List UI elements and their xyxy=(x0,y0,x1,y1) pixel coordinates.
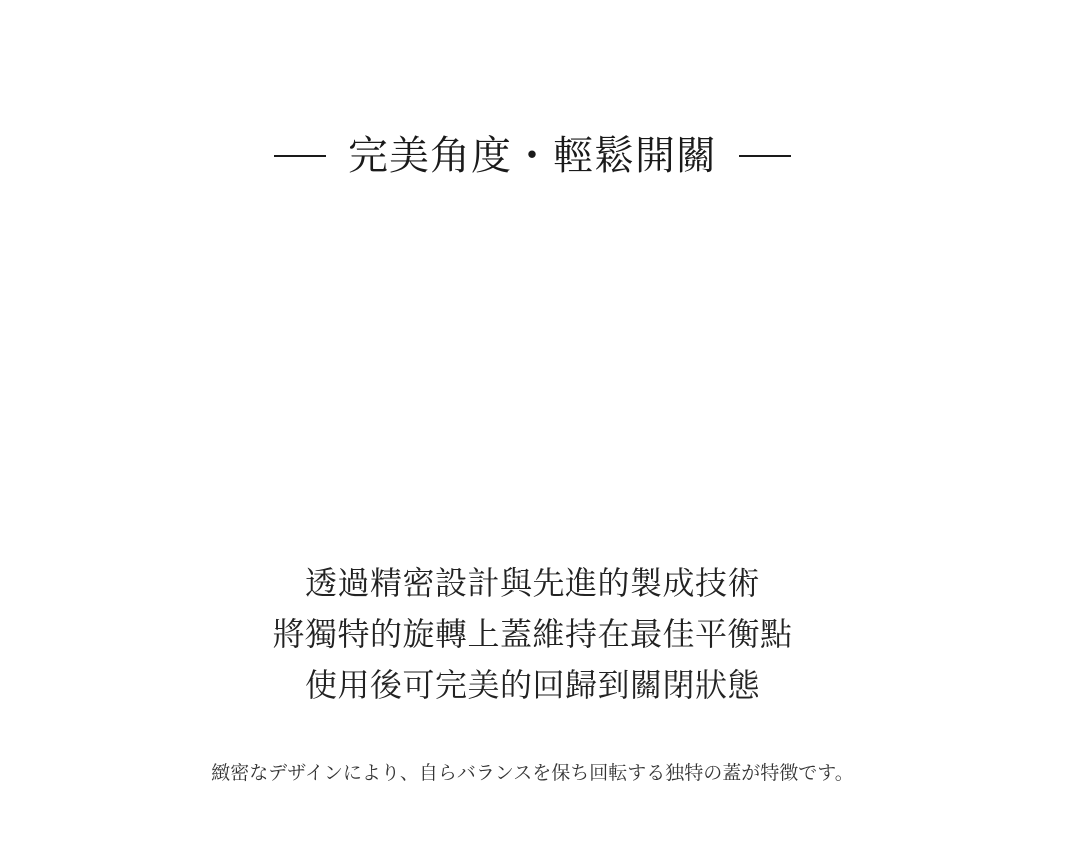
section-title-row xyxy=(274,132,791,180)
blank-image-area xyxy=(0,180,1065,558)
section-title: 完美角度・輕鬆開關 xyxy=(348,134,717,178)
title-dash-right xyxy=(739,155,791,157)
japanese-caption: 緻密なデザインにより、自らバランスを保ち回転する独特の蓋が特徴です。 xyxy=(211,763,854,784)
description-line: 透過精密設計與先進的製成技術 xyxy=(304,565,760,601)
description-line: 使用後可完美的回歸到關閉狀態 xyxy=(304,667,760,703)
title-dash-left xyxy=(274,155,326,157)
description-line: 將獨特的旋轉上蓋維持在最佳平衡點 xyxy=(272,616,793,652)
description-paragraph xyxy=(272,558,792,711)
